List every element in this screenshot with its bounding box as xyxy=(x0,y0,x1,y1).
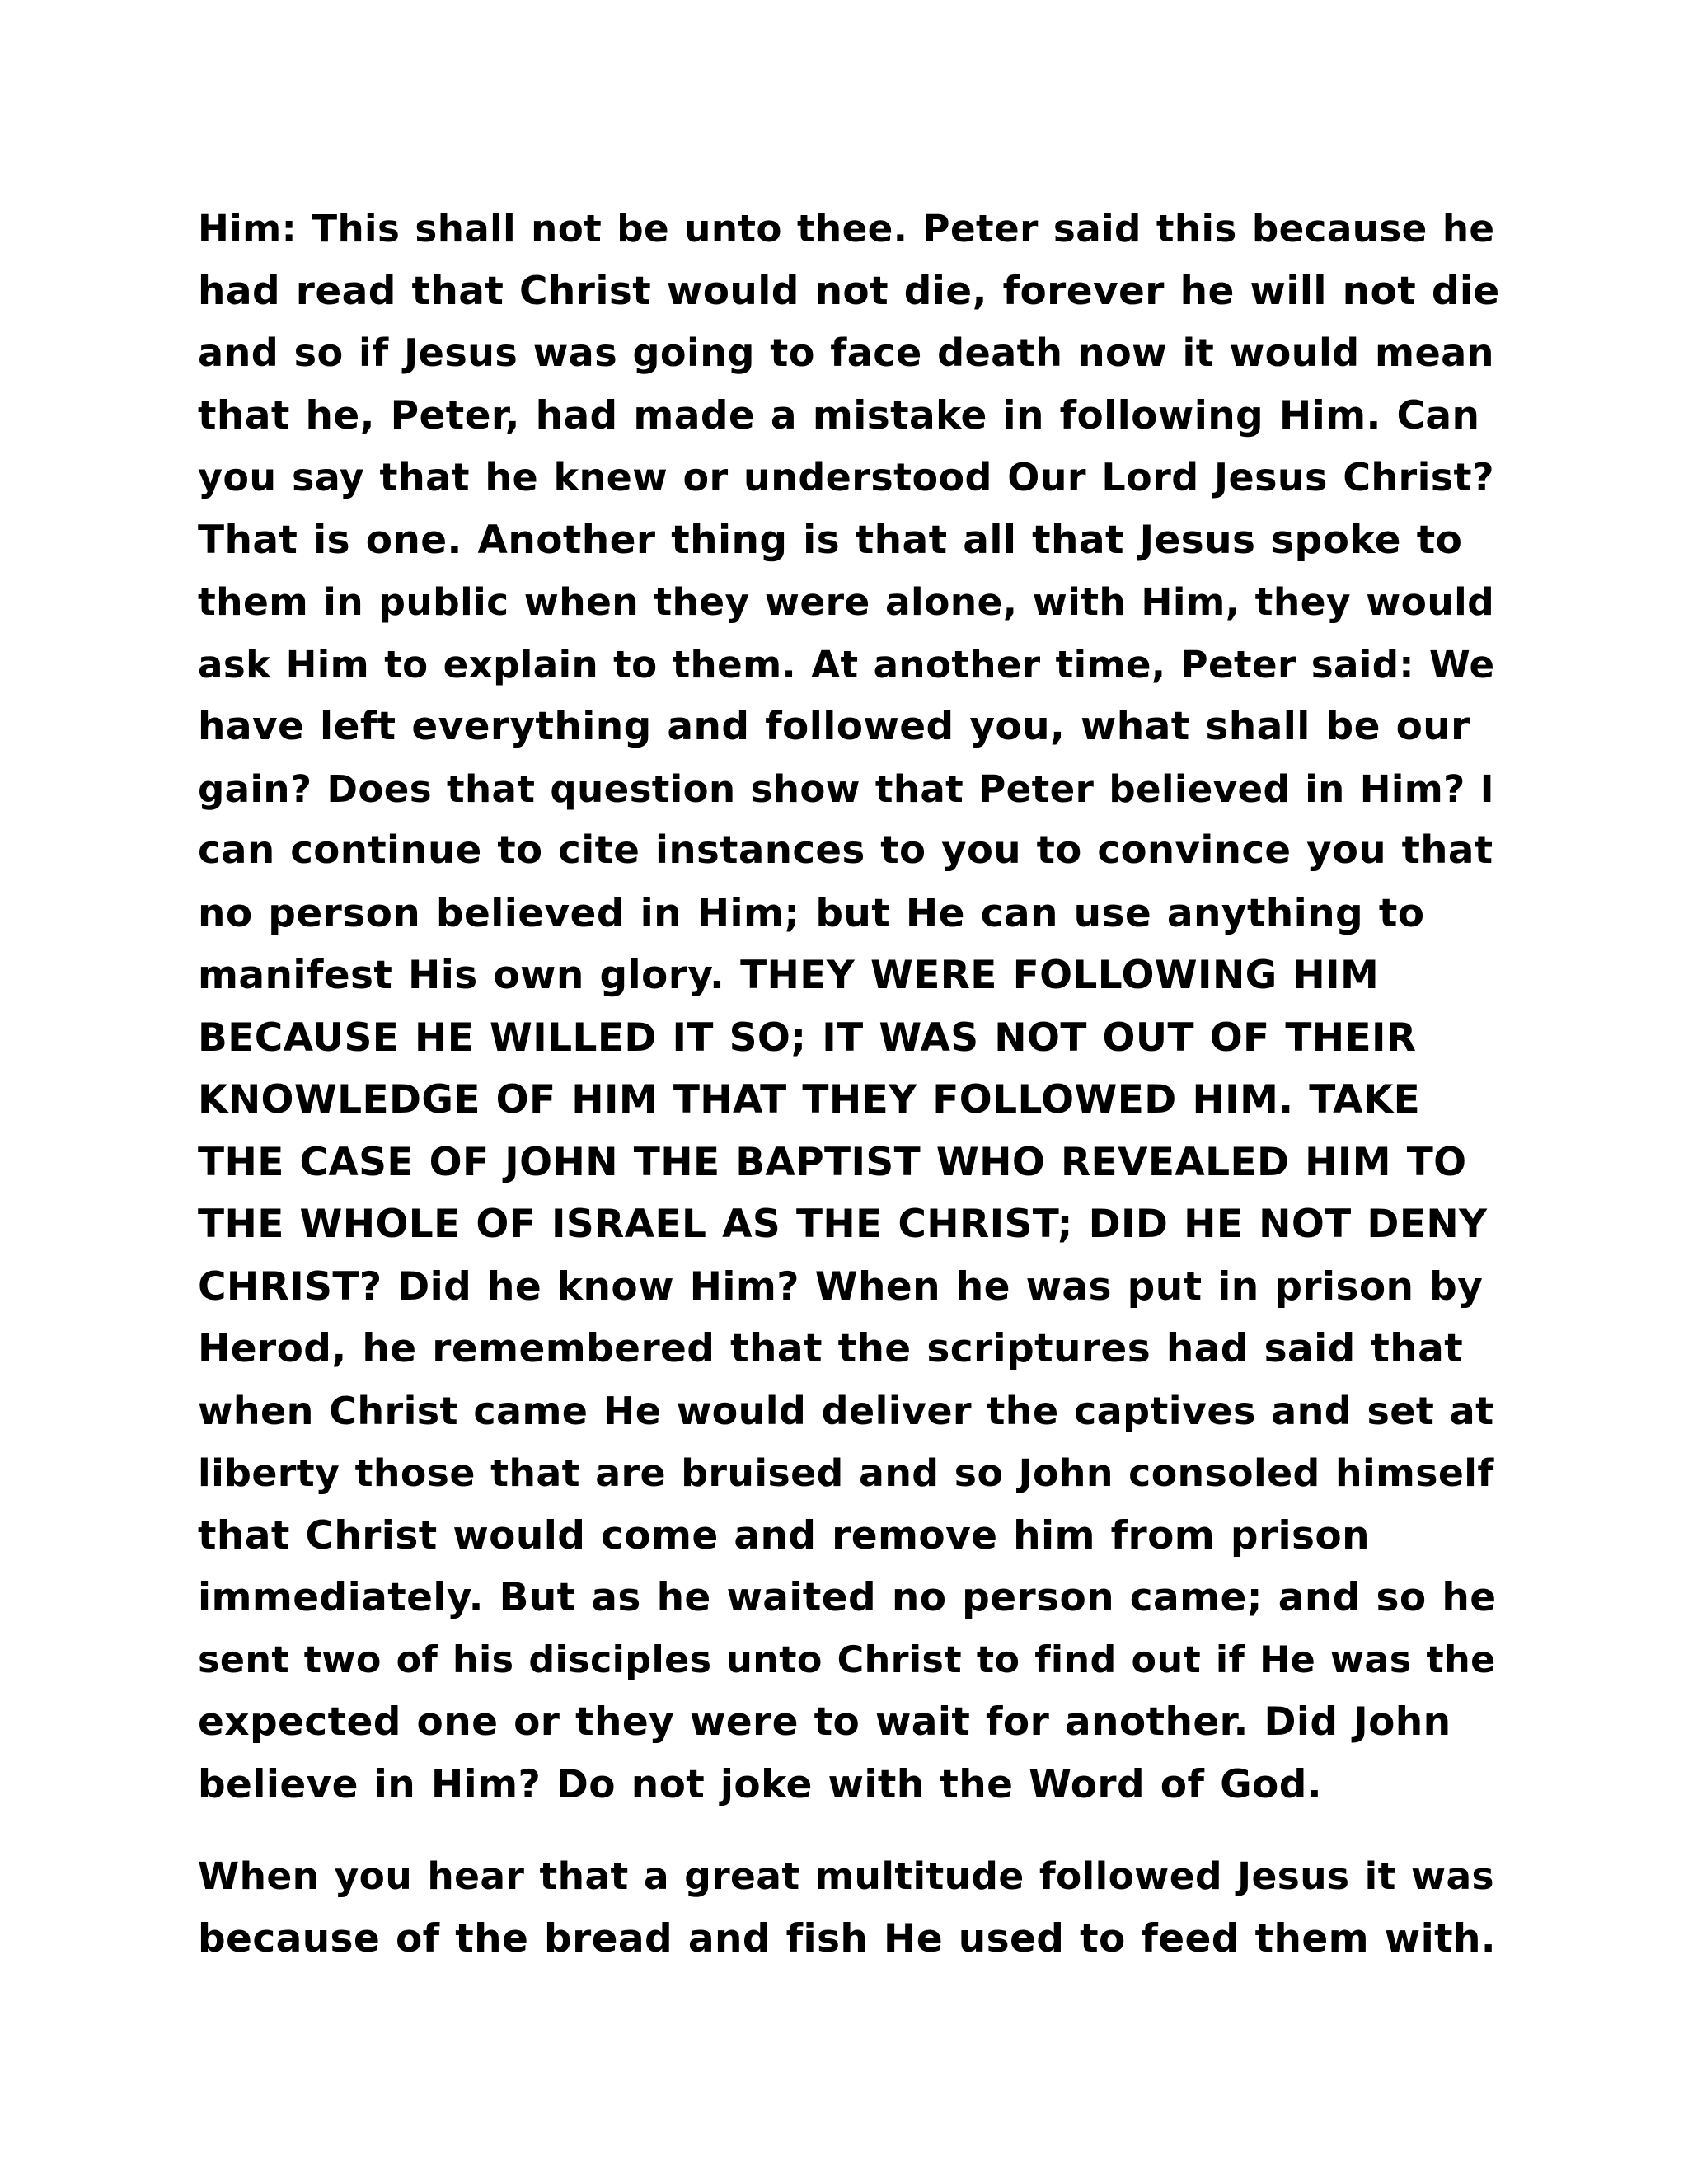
text-line: sent two of his disciples unto Christ to find out if He was the xyxy=(198,1638,1496,1681)
paragraph-1 xyxy=(198,198,1500,1816)
text-line: no person believed in Him; but He can use anything to xyxy=(198,890,1425,936)
text-line: manifest His own glory. THEY WERE FOLLOWING HIM xyxy=(198,953,1380,998)
text-line: When you hear that a great multitude followed Jesus it was xyxy=(198,1854,1495,1898)
paragraph-gap xyxy=(198,1816,1500,1845)
text-line: that he, Peter, had made a mistake in following Him. Can xyxy=(198,392,1480,438)
text-line: had read that Christ would not die, forever he will not die xyxy=(198,268,1500,314)
text-line: can continue to cite instances to you to convince you that xyxy=(198,828,1493,873)
text-line: CHRIST? Did he know Him? When he was put in prison by xyxy=(198,1263,1484,1310)
text-line: that Christ would come and remove him from prison xyxy=(198,1512,1370,1558)
text-line: expected one or they were to wait for another. Did John xyxy=(198,1699,1451,1745)
text-line: liberty those that are bruised and so John consoled himself xyxy=(198,1451,1494,1495)
text-line: have left everything and followed you, what shall be our xyxy=(198,704,1470,749)
text-line: THE WHOLE OF ISRAEL AS THE CHRIST; DID HE NOT DENY xyxy=(198,1202,1488,1247)
text-line: KNOWLEDGE OF HIM THAT THEY FOLLOWED HIM. TAKE xyxy=(198,1077,1421,1122)
text-line: Herod, he remembered that the scriptures had said that xyxy=(198,1326,1464,1371)
text-line: immediately. But as he waited no person came; and so he xyxy=(198,1575,1497,1620)
paragraph-2 xyxy=(198,1845,1500,1970)
text-line: gain? Does that question show that Peter believed in Him? I xyxy=(198,766,1494,811)
text-line: ask Him to explain to them. At another time, Peter said: We xyxy=(198,642,1495,687)
text-line: That is one. Another thing is that all that Jesus spoke to xyxy=(198,517,1463,563)
text-line: when Christ came He would deliver the captives and set at xyxy=(198,1388,1494,1433)
document-page xyxy=(198,198,1500,1970)
text-line: because of the bread and fish He used to feed them with. xyxy=(198,1915,1497,1961)
text-line: and so if Jesus was going to face death now it would mean xyxy=(198,330,1494,375)
text-line: THE CASE OF JOHN THE BAPTIST WHO REVEALED HIM TO xyxy=(198,1139,1467,1185)
text-line: Him: This shall not be unto thee. Peter said this because he xyxy=(198,207,1495,251)
text-line: believe in Him? Do not joke with the Word of God. xyxy=(198,1761,1323,1807)
text-line: them in public when they were alone, with Him, they would xyxy=(198,580,1495,624)
text-line: BECAUSE HE WILLED IT SO; IT WAS NOT OUT OF THEIR xyxy=(198,1015,1417,1061)
text-line: you say that he knew or understood Our Lord Jesus Christ? xyxy=(198,455,1495,499)
